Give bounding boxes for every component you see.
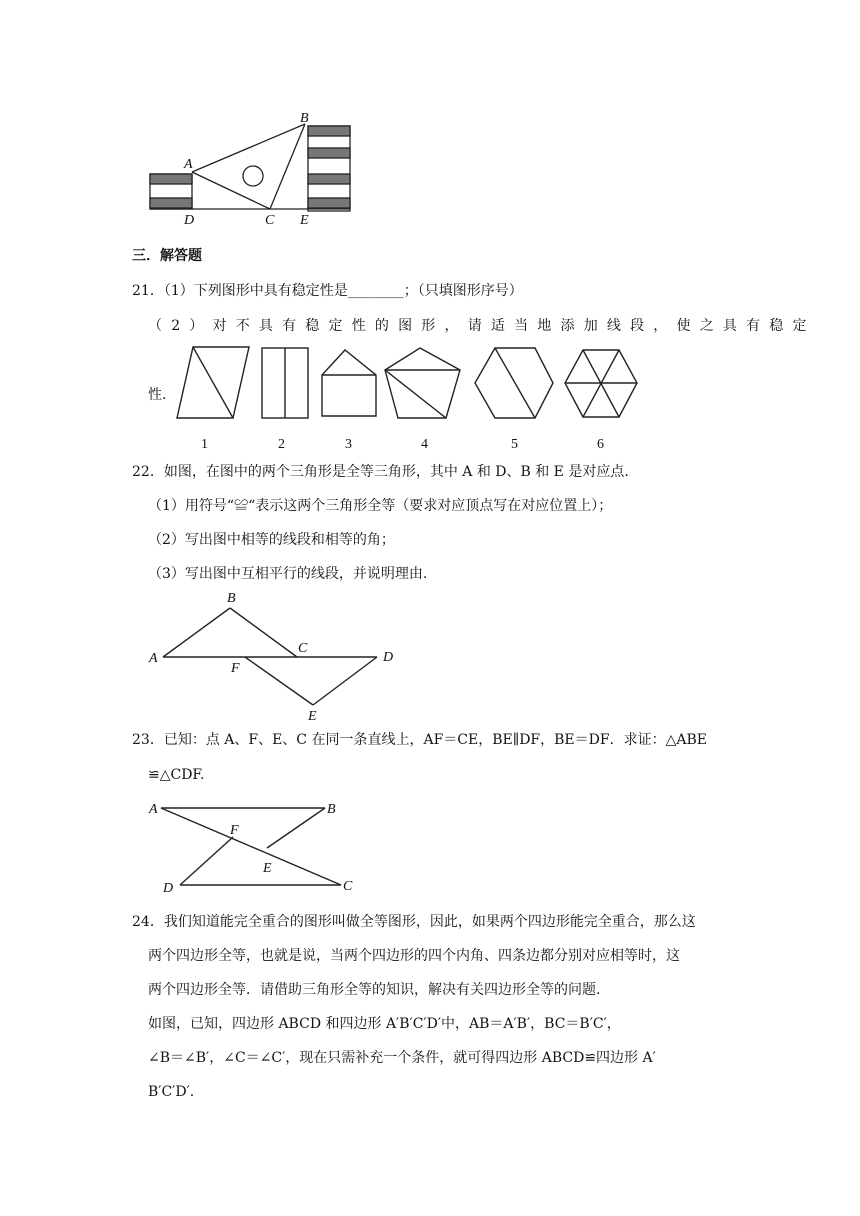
fig23-label-c: C [343,879,353,894]
q22-intro: 22．如图，在图中的两个三角形是全等三角形，其中 A 和 D、B 和 E 是对应点. [132,464,629,480]
q24-line2: 两个四边形全等，也就是说，当两个四边形的四个内角、四条边都分别对应相等时，这 [148,948,680,964]
fig20-label-e: E [300,213,309,228]
q24-line1: 24．我们知道能完全重合的图形叫做全等图形，因此，如果两个四边形能完全重合，那么这 [132,914,696,930]
fig-number-3: 3 [345,437,352,452]
fig-number-2: 2 [278,437,285,452]
fig22-label-d: D [383,650,394,665]
fig23-label-a: A [149,802,158,817]
q23-line1: 23．已知：点 A、F、E、C 在同一条直线上，AF＝CE，BE∥DF，BE＝DF．求证：△ABE [132,732,707,748]
fig23-label-f: F [230,823,239,838]
q22-part3: （3）写出图中互相平行的线段，并说明理由. [148,566,428,582]
q24-line4: 如图，已知，四边形 ABCD 和四边形 A′B′C′D′中，AB＝A′B′，BC＝B′C′， [148,1016,621,1032]
q22-figure [145,590,395,724]
q23-figure [145,796,365,896]
fig20-label-a: A [184,157,193,172]
fig20-label-b: B [300,111,309,126]
fig22-label-c: C [298,641,308,656]
fig20-label-d: D [184,213,195,228]
q24-line6: B′C′D′. [148,1084,195,1100]
q21-line3: 性. [148,387,167,403]
q22-part1: （1）用符号“≌“表示这两个三角形全等（要求对应顶点写在对应位置上）； [148,498,613,514]
q21-figures [175,340,645,452]
q21-line1: 21．（1）下列图形中具有稳定性是________；（只填图形序号） [132,283,523,299]
q22-part2: （2）写出图中相等的线段和相等的角； [148,532,395,548]
q21-line2: （2）对不具有稳定性的图形，请适当地添加线段，使之具有稳定 [148,318,816,334]
q20-figure [140,108,380,228]
q23-line2: ≌△CDF. [148,767,205,783]
fig20-label-c: C [265,213,275,228]
fig22-label-e: E [308,709,317,724]
q24-line3: 两个四边形全等．请借助三角形全等的知识，解决有关四边形全等的问题. [148,982,601,998]
q24-line5: ∠B＝∠B′，∠C＝∠C′，现在只需补充一个条件，就可得四边形 ABCD≌四边形 A′ [148,1050,656,1066]
fig-number-1: 1 [201,437,208,452]
fig22-label-a: A [149,651,158,666]
fig23-label-d: D [163,881,174,896]
fig22-label-f: F [231,661,240,676]
fig-number-5: 5 [511,437,518,452]
fig23-label-e: E [263,861,272,876]
fig23-label-b: B [327,802,336,817]
section-title: 三．解答题 [132,248,202,264]
fig-number-6: 6 [597,437,604,452]
fig22-label-b: B [227,591,236,606]
fig-number-4: 4 [421,437,428,452]
